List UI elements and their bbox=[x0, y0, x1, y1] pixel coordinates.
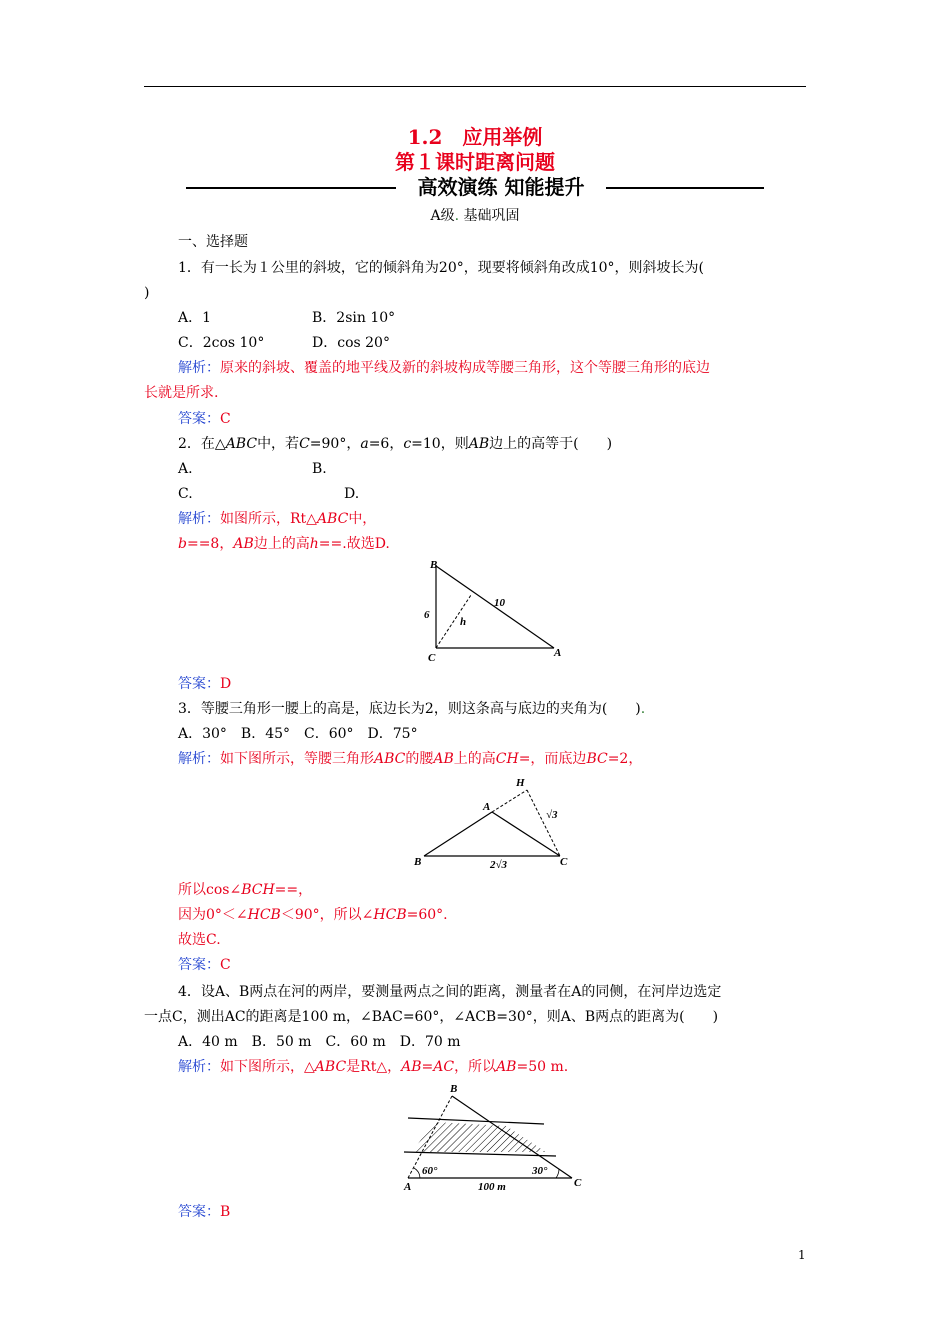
q3-answer-value: C bbox=[220, 957, 231, 973]
q4-solution-part: 如下图所示，△ bbox=[220, 1059, 315, 1075]
section-heading: 一、选择题 bbox=[178, 234, 248, 250]
q2-stem-var: C bbox=[299, 436, 310, 452]
q4-label-c: C bbox=[574, 1177, 582, 1189]
q2-option-d: D. bbox=[344, 486, 360, 502]
q3-step3: 故选C. bbox=[178, 932, 221, 948]
q3-solution-part: =，而底边 bbox=[518, 751, 587, 767]
q2-label-b: B bbox=[430, 559, 438, 571]
q3-label-b: B bbox=[414, 856, 422, 868]
q3-solution-var: BC bbox=[586, 751, 608, 767]
q1-stem-cont: ) bbox=[144, 285, 150, 301]
q1-option-d: D．cos 20° bbox=[312, 335, 390, 351]
q4-river-bank-near bbox=[404, 1152, 556, 1156]
top-rule bbox=[144, 86, 806, 87]
q2-solution-var: ABC bbox=[316, 511, 349, 527]
q2-solution-var: b bbox=[178, 536, 187, 552]
q3-stem-dot: . bbox=[640, 701, 646, 717]
q2-answer bbox=[178, 674, 231, 694]
q3-solution-part: 上的高 bbox=[453, 751, 496, 767]
q3-solution-var: ABC bbox=[374, 751, 406, 767]
q4-solution bbox=[178, 1057, 568, 1077]
q1-option-a: A．1 bbox=[178, 310, 212, 326]
q4-river-hatch bbox=[412, 1122, 546, 1152]
q3-step-var: BCH bbox=[241, 882, 275, 898]
q4-angle-arc-a bbox=[414, 1168, 420, 1178]
q3-solution-text bbox=[220, 751, 642, 767]
q3-answer-label: 答案： bbox=[178, 957, 220, 973]
q3-extension-ah bbox=[492, 790, 527, 812]
q3-step1 bbox=[178, 880, 312, 900]
q2-stem-var: a bbox=[360, 436, 369, 452]
q1-option-c: C．2cos 10° bbox=[178, 335, 265, 351]
q3-step-part: ＜90°，所以∠ bbox=[280, 907, 374, 923]
q2-stem-part: =10，则 bbox=[411, 436, 469, 452]
q4-answer-label: 答案： bbox=[178, 1204, 220, 1220]
q3-step-part: 所以cos∠ bbox=[178, 882, 242, 898]
q2-solution-line2 bbox=[178, 534, 390, 554]
q2-stem-part: 边上的高等于( ) bbox=[489, 436, 613, 452]
page-number: 1 bbox=[798, 1248, 806, 1262]
q2-label-side10: 10 bbox=[494, 597, 505, 609]
lesson-subtitle: 第１课时距离问题 bbox=[395, 150, 555, 174]
banner-text: 高效演练 知能提升 bbox=[417, 175, 585, 199]
q3-label-sqrt3: √3 bbox=[546, 809, 558, 821]
q2-stem-part: 中，若 bbox=[257, 436, 300, 452]
q4-solution-var: AB bbox=[401, 1059, 422, 1075]
section-banner bbox=[186, 175, 764, 201]
q2-stem-part: 2．在△ bbox=[178, 436, 226, 452]
level-dot: . bbox=[454, 208, 460, 224]
q4-answer-value: B bbox=[220, 1204, 231, 1220]
q2-label-h: h bbox=[460, 616, 467, 628]
q3-solution-part: 的腰 bbox=[405, 751, 434, 767]
q4-label-30: 30° bbox=[532, 1165, 548, 1177]
q3-triangle-figure bbox=[410, 774, 580, 872]
q4-label-distance: 100 m bbox=[478, 1181, 506, 1193]
q4-river-figure bbox=[396, 1080, 596, 1198]
q2-option-c: C. bbox=[178, 486, 193, 502]
q4-label-b: B bbox=[450, 1083, 458, 1095]
lesson-title: 1.2 应用举例 bbox=[407, 125, 543, 149]
q2-solution-var: h bbox=[309, 536, 319, 552]
q1-solution bbox=[178, 358, 710, 378]
q3-solution-part: =2， bbox=[607, 751, 643, 767]
q3-step-var: HCB bbox=[373, 907, 407, 923]
q3-label-c: C bbox=[560, 856, 568, 868]
q4-solution-part: = bbox=[421, 1059, 434, 1075]
q4-answer bbox=[178, 1202, 230, 1222]
q2-option-b: B. bbox=[312, 461, 327, 477]
q2-solution bbox=[178, 509, 376, 529]
q1-answer bbox=[178, 409, 231, 429]
q3-altitude-ch bbox=[527, 790, 560, 856]
q3-step-part: 因为0°＜∠ bbox=[178, 907, 248, 923]
q3-label-base: 2√3 bbox=[490, 859, 508, 871]
q4-solution-var: AC bbox=[433, 1059, 455, 1075]
q3-solution-label: 解析： bbox=[178, 751, 220, 767]
q4-solution-part: =50 m. bbox=[516, 1059, 569, 1075]
q2-solution-part: 中， bbox=[348, 511, 377, 527]
q4-solution-label: 解析： bbox=[178, 1059, 220, 1075]
q4-label-a: A bbox=[404, 1181, 412, 1193]
q3-step2 bbox=[178, 905, 448, 925]
q3-solution-part: 如下图所示，等腰三角形 bbox=[220, 751, 374, 767]
q3-stem-text: 3．等腰三角形一腰上的高是，底边长为2，则这条高与底边的夹角为( ) bbox=[178, 701, 641, 717]
q1-answer-label: 答案： bbox=[178, 411, 220, 427]
q4-solution-text bbox=[220, 1059, 568, 1075]
q4-stem-cont: 一点C，测出AC的距离是100 m，∠BAC=60°，∠ACB=30°，则A、B两点的距离为( ) bbox=[144, 1009, 719, 1025]
q2-solution-part: ==.故选D. bbox=[318, 536, 390, 552]
q3-solution bbox=[178, 749, 642, 769]
q4-solution-var: AB bbox=[496, 1059, 517, 1075]
q3-label-h: H bbox=[516, 777, 525, 789]
q4-solution-part: ，所以 bbox=[454, 1059, 497, 1075]
q4-label-60: 60° bbox=[422, 1165, 438, 1177]
q4-stem: 4．设A、B两点在河的两岸，要测量两点之间的距离，测量者在A的同侧，在河岸边选定 bbox=[178, 984, 722, 1000]
q2-option-a: A. bbox=[178, 461, 193, 477]
q2-label-side6: 6 bbox=[424, 609, 430, 621]
q2-answer-value: D bbox=[220, 676, 232, 692]
q2-solution-text bbox=[220, 511, 376, 527]
q1-option-b: B．2sin 10° bbox=[312, 310, 396, 326]
q2-label-a: A bbox=[554, 647, 562, 659]
q3-solution-var: CH bbox=[495, 751, 519, 767]
q1-solution-text: 原来的斜坡、覆盖的地平线及新的斜坡构成等腰三角形，这个等腰三角形的底边 bbox=[220, 360, 710, 376]
q2-solution-var: AB bbox=[233, 536, 254, 552]
level-heading bbox=[0, 206, 950, 226]
q4-angle-arc-c bbox=[556, 1169, 559, 1178]
q2-stem-part: =6， bbox=[368, 436, 404, 452]
q3-step-part: ==， bbox=[274, 882, 313, 898]
level-label: A级 bbox=[430, 208, 455, 224]
level-name: 基础巩固 bbox=[459, 208, 520, 224]
q3-answer bbox=[178, 955, 231, 975]
q2-solution-label: 解析： bbox=[178, 511, 220, 527]
q1-answer-value: C bbox=[220, 411, 231, 427]
q2-stem-var: c bbox=[403, 436, 412, 452]
q3-step-part: =60°. bbox=[406, 907, 448, 923]
q3-options: A．30° B．45° C．60° D．75° bbox=[178, 726, 418, 742]
q2-stem bbox=[178, 434, 612, 454]
q2-label-c: C bbox=[428, 652, 436, 664]
q2-triangle-figure bbox=[416, 558, 566, 664]
q4-solution-var: ABC bbox=[314, 1059, 347, 1075]
q3-solution-var: AB bbox=[433, 751, 454, 767]
q1-solution-label: 解析： bbox=[178, 360, 220, 376]
q4-options: A．40 m B．50 m C．60 m D．70 m bbox=[178, 1034, 461, 1050]
banner-rule-right bbox=[606, 187, 764, 189]
q3-label-a: A bbox=[483, 801, 491, 813]
q1-stem: 1．有一长为１公里的斜坡，它的倾斜角为20°，现要将倾斜角改成10°，则斜坡长为( bbox=[178, 260, 704, 276]
q2-stem-part: =90°， bbox=[309, 436, 361, 452]
q2-stem-var: ABC bbox=[225, 436, 258, 452]
q2-solution-part: ==8， bbox=[186, 536, 234, 552]
q4-solution-part: 是Rt△， bbox=[346, 1059, 402, 1075]
q2-answer-label: 答案： bbox=[178, 676, 220, 692]
q4-river-bank-far bbox=[408, 1118, 544, 1124]
q3-stem bbox=[178, 699, 645, 719]
q3-side-ba bbox=[424, 812, 492, 856]
q2-stem-var: AB bbox=[468, 436, 490, 452]
q1-solution-cont: 长就是所求. bbox=[144, 385, 219, 401]
q2-solution-part: 如图所示，Rt△ bbox=[220, 511, 317, 527]
banner-rule-left bbox=[186, 187, 396, 189]
q3-step-var: HCB bbox=[247, 907, 281, 923]
q2-solution-part: 边上的高 bbox=[253, 536, 310, 552]
